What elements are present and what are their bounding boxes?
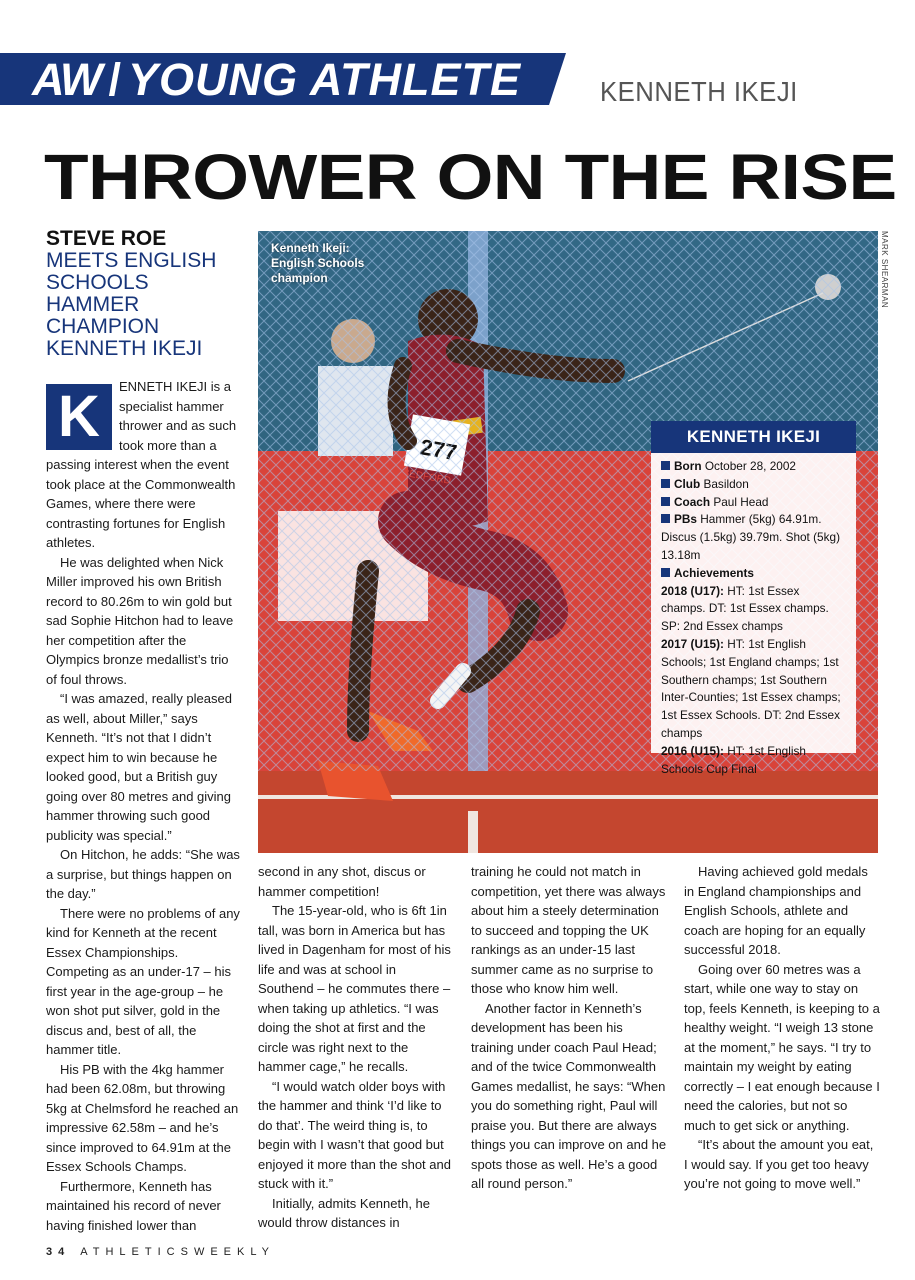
fact-coach: Coach Paul Head: [661, 494, 846, 512]
fact-club: Club Basildon: [661, 476, 846, 494]
fact-box-body: [651, 453, 856, 778]
paragraph: training he could not match in competition, yet there was always about him a steely determination to succeed and topping the UK rankings as an under-15 last summer came as no surprise to those who know him well.: [471, 864, 666, 996]
paragraph: Furthermore, Kenneth has maintained his record of never having finished lower than: [46, 1178, 221, 1233]
paragraph: On Hitchon, he adds: “She was a surprise, but things happen on the day.”: [46, 847, 240, 901]
brand-logo: AW: [32, 54, 101, 105]
paragraph: His PB with the 4kg hammer had been 62.08m, but throwing 5kg at Chelmsford he reached an impressive 62.58m – and he’s since improved to 64.91m at the Essex Schools Champs.: [46, 1061, 239, 1174]
paragraph: Going over 60 metres was a start, while one way to stay on top, feels Kenneth, is keeping to a healthy weight. “I weigh 13 stone at the moment,” he says. “I try to maintain my weight by eating correctly – I eat enough because I need the calories, but not so much to get sick or anything.: [684, 961, 880, 1133]
fact-pbs: PBs Hammer (5kg) 64.91m. Discus (1.5kg) 39.79m. Shot (5kg) 13.18m: [661, 512, 840, 562]
article-column-1: [46, 377, 242, 1235]
banner-slash: /: [108, 54, 123, 105]
article-subject: KENNETH IKEJI: [600, 76, 798, 107]
article-column-4: [684, 862, 880, 1194]
bullet-square-icon: [661, 461, 670, 470]
paragraph: Having achieved gold medals in England championships and English Schools, athlete and coach are hoping for an equally successful 2018.: [684, 864, 868, 957]
section-banner-text: [32, 55, 521, 105]
page-title: THROWER ON THE RISE: [44, 141, 897, 213]
fact-box: [651, 421, 856, 776]
page-number: 34: [46, 1246, 71, 1258]
article-column-3: [471, 862, 667, 1194]
paragraph: second in any shot, discus or hammer competition!: [258, 864, 426, 899]
bullet-square-icon: [661, 497, 670, 506]
bullet-square-icon: [661, 568, 670, 577]
paragraph: ENNETH IKEJI is a specialist hammer thrower and as such took more than a passing interest when the event took place at the Commonwealth Games, where there were contrasting fortunes for English athletes.: [46, 379, 237, 550]
paragraph: He was delighted when Nick Miller improved his own British record to 80.26m to win gold but sad Sophie Hitchon had to leave her competition after the Olympics bronze medallist’s trio of foul throws.: [46, 554, 234, 687]
paragraph: “I would watch older boys with the hammer and think ‘I’d like to do that’. The weird thing is, to begin with I wasn’t that good but enjoyed it more than the shot and stuck with it.”: [258, 1078, 451, 1191]
section-title: YOUNG ATHLETE: [128, 54, 522, 105]
paragraph: The 15-year-old, who is 6ft 1in tall, was born in America but has lived in Dagenham for most of his life and was at school in Southend – he commutes there – when taking up athletics. “I was doing the shot at first and the circle was right next to the hammer cage,” he recalls.: [258, 903, 451, 1074]
fact-achievements: Achievements: [661, 565, 846, 583]
publication-name: ATHLETICSWEEKLY: [80, 1246, 275, 1258]
fact-born: Born October 28, 2002: [661, 458, 846, 476]
paragraph: There were no problems of any kind for Kenneth at the recent Essex Championships. Competing as an under-17 – his first year in the age-group – he won shot put silver, gold in the discus and, best of all, the hammer title.: [46, 905, 240, 1057]
achievement-2018: 2018 (U17): HT: 1st Essex champs. DT: 1st Essex champs. SP: 2nd Essex champs: [661, 583, 829, 634]
paragraph: “I was amazed, really pleased as well, about Miller,” says Kenneth. “It’s not that I didn’t expect him to win because he looked good, but a British guy going over 80 metres and giving hammer throwing such good publicity was special.”: [46, 691, 232, 843]
page-footer: [46, 1246, 275, 1258]
drop-cap-spacer: [46, 377, 119, 453]
bullet-square-icon: [661, 479, 670, 488]
author-name: STEVE ROE: [46, 227, 167, 250]
paragraph: Another factor in Kenneth’s development has been his training under coach Paul Head; and of the twice Commonwealth Games medallist, he says: “When you do something right, Paul will praise you. But there are always things you can improve on and he spots those as well. He’s a good all round person.”: [471, 1000, 667, 1191]
paragraph: Initially, admits Kenneth, he would throw distances in: [258, 1195, 431, 1230]
fact-box-title: KENNETH IKEJI: [651, 421, 856, 453]
photo-caption: Kenneth Ikeji: English Schools champion: [271, 241, 365, 285]
byline: [46, 228, 246, 360]
drop-cap: K: [46, 384, 112, 450]
photo-credit: MARK SHEARMAN: [880, 231, 889, 309]
bullet-square-icon: [661, 514, 670, 523]
article-column-2: [258, 862, 452, 1233]
achievement-2017: 2017 (U15): HT: 1st English Schools; 1st England champs; 1st Southern champs; 1st Southern Inter-Counties; 1st Essex champs; 1st Essex Schools. DT: 2nd Essex champs: [661, 636, 841, 740]
standfirst: MEETS ENGLISH SCHOOLS HAMMER CHAMPION KENNETH IKEJI: [46, 249, 217, 360]
achievement-2016: 2016 (U15): HT: 1st English Schools Cup Final: [661, 743, 806, 776]
paragraph: “It’s about the amount you eat, I would say. If you get too heavy you’re not going to move well.”: [684, 1137, 874, 1191]
